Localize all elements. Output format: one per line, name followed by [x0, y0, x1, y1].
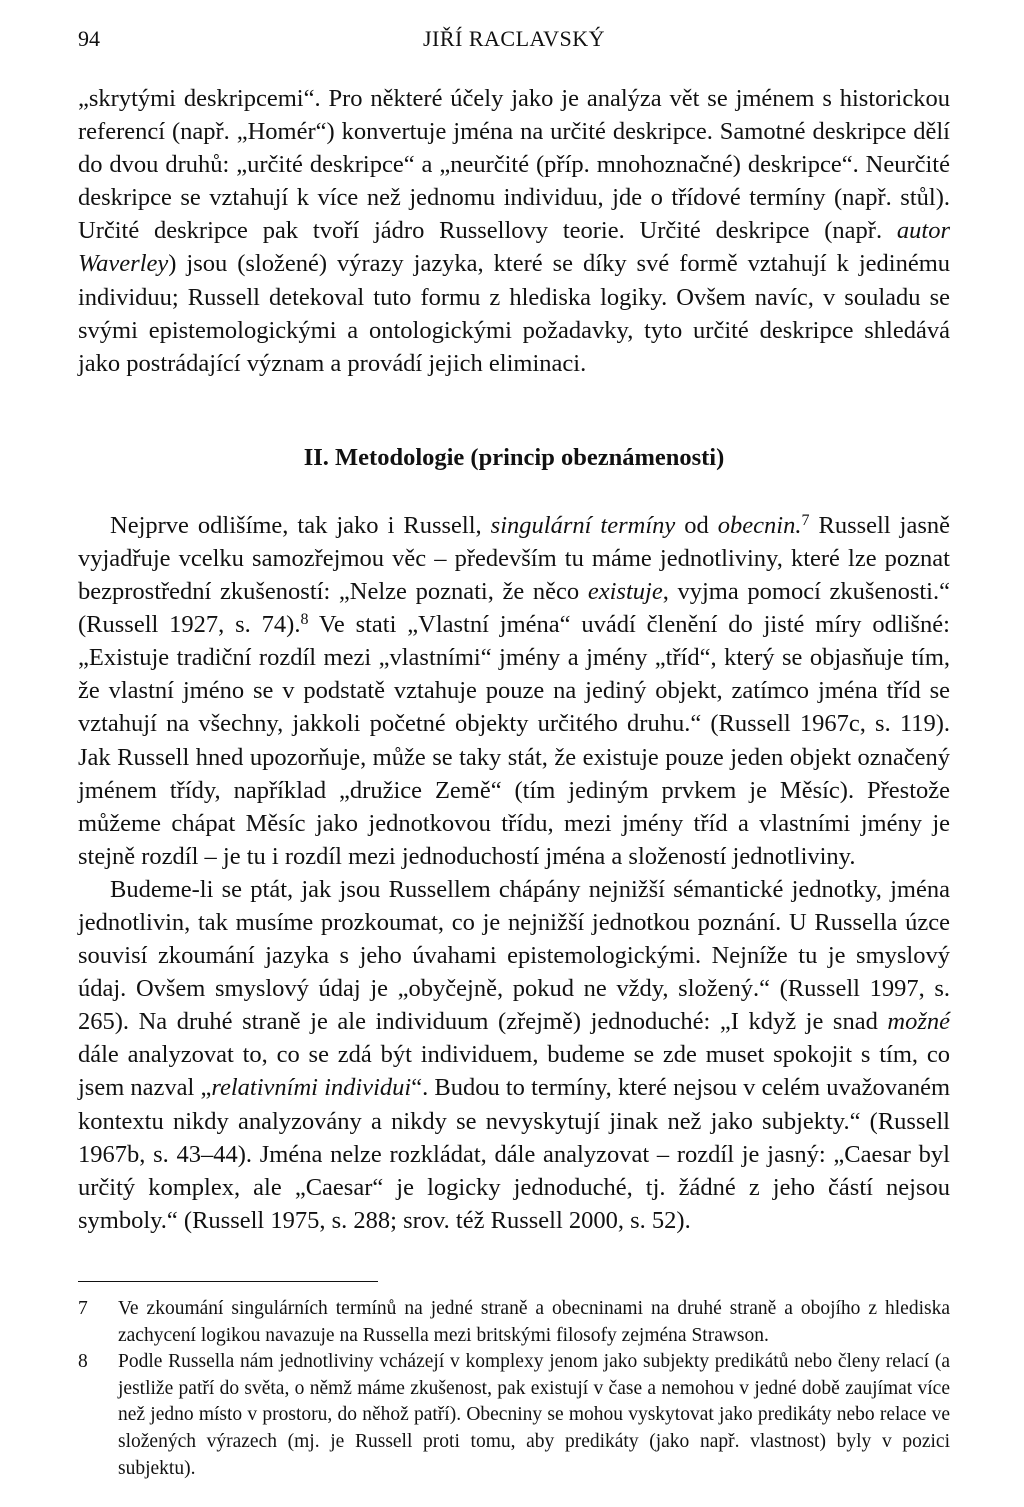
paragraph-1 [78, 82, 950, 380]
paragraph-text: , vyjma pomocí zkušenosti.“ (Russell 1927, s. 74). [78, 578, 950, 639]
paragraph-text: Russell jasně vyjadřuje vcelku samozřejmou věc – především tu máme jednotliviny, které lze poznat bezprostřední zkušeností: „Nelze poznati, že něco [78, 511, 950, 606]
section-heading: II. Metodologie (princip obeznámenosti) [303, 443, 725, 471]
page-header [78, 26, 950, 58]
footnote-text: Ve zkoumání singulárních termínů na jedné straně a obecninami na druhé straně a obojího z hlediska zachycení logikou navazuje na Russella mezi britskými filosofy zejména Strawson. [118, 1298, 950, 1346]
emphasis-text: relativními individui [211, 1074, 412, 1102]
footnote-divider [78, 1281, 378, 1282]
footnote-7 [78, 1296, 950, 1349]
footnote-text: Podle Russella nám jednotliviny vcházejí v komplexy jenom jako subjekty predikátů nebo členy relací (a jestliže patří do světa, o němž máme zkušenost, pak existují v čase a nemohou v jedné době zaujímat více než jedno místo v prostoru, do něhož patří). Obecniny se mohou vyskytovat jako predikáty nebo relace ve složených výrazech (mj. je Russell proti tomu, aby predikáty (jako např. vlastnost) byly v pozici subjektu). [118, 1351, 950, 1479]
emphasis-text: singulární termíny [490, 511, 676, 539]
emphasis-text: existuje [587, 578, 663, 606]
emphasis-text: obecnin. [717, 511, 802, 539]
running-head: JIŘÍ RACLAVSKÝ [422, 26, 605, 51]
paragraph-2 [78, 509, 950, 873]
paragraph-text: „skrytými deskripcemi“. Pro některé účely jako je analýza vět se jménem s historickou referencí (např. „Homér“) konvertuje jména na určité deskripce. Samotné deskripce dělí do dvou druhů: „určité deskripce“ a „neurčité (příp. mnohoznačné) deskripce“. Neurčité deskripce se vztahují k více než jednomu individuu, jde o třídové termíny (např. stůl). Určité deskripce pak tvoří jádro Russellovy teorie. Určité deskripce (např. [78, 85, 950, 245]
paragraph-text: ) jsou (složené) výrazy jazyka, které se díky své formě vztahují k jedinému individuu; Russell detekoval tuto formu z hlediska logiky. Ovšem navíc, v souladu se svými epistemologickými a ontologickými požadavky, tyto určité deskripce shledává jako postrádající význam a provádí jejich eliminaci. [78, 250, 950, 377]
paragraph-text: Ve stati „Vlastní jména“ uvádí členění do jisté míry odlišné: „Existuje tradiční rozdíl mezi „vlastními“ jmény a jmény „tříd“, který se objasňuje tím, že vlastní jméno se v podstatě vztahuje pouze na jediný objekt, zatímco jména tříd se vztahují na všechny, jakkoli početné objekty určitého druhu.“ (Russell 1967c, s. 119). Jak Russell hned upozorňuje, může se taky stát, že existuje pouze jeden objekt označený jménem třídy, například „družice Země“ (tím jediným prvkem je Měsíc). Přestože můžeme chápat Měsíc jako jednotkovou třídu, mezi jmény tříd a vlastními jmény je stejně rozdíl – je tu i rozdíl mezi jednoduchostí jména a složeností jednotliviny. [78, 611, 950, 870]
footnote-ref-8[interactable]: 8 [300, 611, 309, 629]
footnotes [78, 1296, 950, 1482]
paragraph-text: dále analyzovat to, co se zdá být individuem, budeme se zde muset spokojit s tím, co jsem nazval „ [78, 1041, 950, 1102]
footnote-number: 8 [78, 1351, 88, 1373]
main-text [78, 82, 950, 1237]
paragraph-text: “. Budou to termíny, které nejsou v celém uvažovaném kontextu nikdy analyzovány a nikdy se nevyskytují jinak než jako subjekty.“ (Russell 1967b, s. 43–44). Jména nelze rozkládat, dále analyzovat – rozdíl je jasný: „Caesar byl určitý komplex, ale „Caesar“ je logicky jednoduché, tj. žádné z jeho částí nejsou symboly.“ (Russell 1975, s. 288; srov. též Russell 2000, s. 52). [78, 1074, 951, 1234]
emphasis-text: možné [887, 1008, 950, 1036]
footnote-ref-7[interactable]: 7 [801, 511, 810, 529]
paragraph-text: od [675, 511, 718, 539]
footnote-number: 7 [78, 1298, 88, 1319]
paragraph-text: Budeme-li se ptát, jak jsou Russellem chápány nejnižší sémantické jednotky, jména jednotlivin, tak musíme prozkoumat, co je nejnižší jednotkou poznání. U Russella úzce souvisí zkoumání jazyka s jeho úvahami epistemologickými. Nejníže tu je smyslový údaj. Ovšem smyslový údaj je „obyčejně, pokud ne vždy, složený.“ (Russell 1997, s. 265). Na druhé straně je ale individuum (zřejmě) jednoduché: „I když je snad [78, 875, 950, 1036]
paragraph-text: Nejprve odlišíme, tak jako i Russell, [110, 511, 491, 539]
paragraph-3 [78, 873, 950, 1237]
page-number: 94 [78, 26, 100, 51]
emphasis-text: autor Waverley [78, 217, 950, 278]
footnote-8 [78, 1349, 950, 1482]
